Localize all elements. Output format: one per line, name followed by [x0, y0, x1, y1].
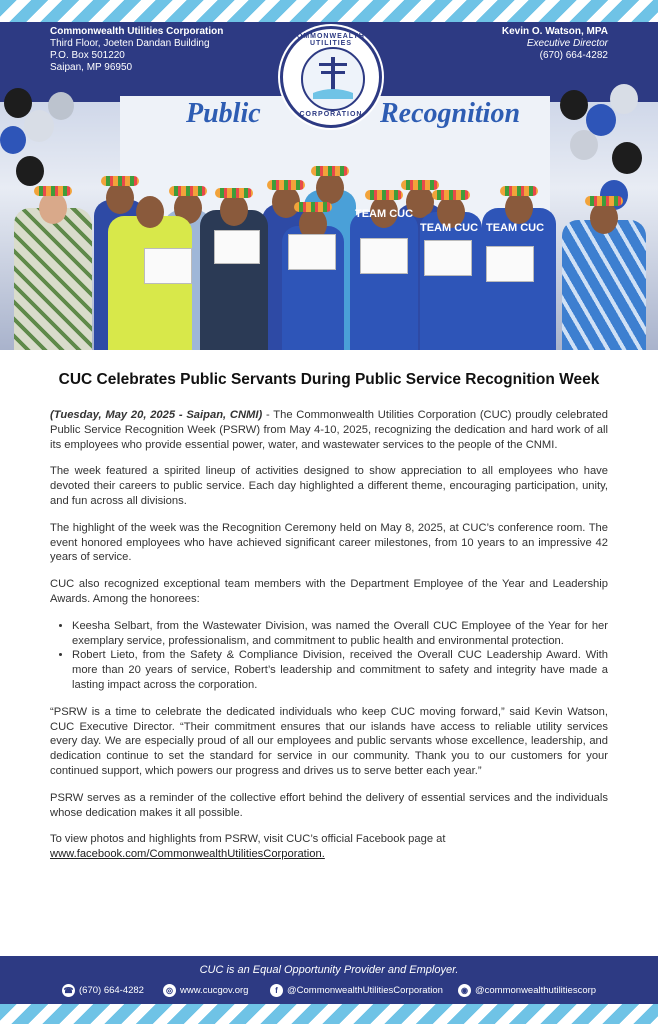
certificate	[360, 238, 408, 274]
article-title: CUC Celebrates Public Servants During Public Service Recognition Week	[58, 371, 600, 388]
address-line-1: Third Floor, Joeten Dandan Building	[50, 38, 210, 49]
logo-emblem	[301, 47, 365, 111]
balloon	[0, 126, 26, 154]
director-title: Executive Director	[526, 38, 608, 49]
top-stripe-border	[0, 0, 658, 22]
footer-instagram[interactable]	[458, 984, 596, 997]
dateline: (Tuesday, May 20, 2025 - Saipan, CNMI)	[50, 409, 263, 421]
director-block	[502, 26, 608, 62]
facebook-invite: To view photos and highlights from PSRW, visit CUC’s official Facebook page at	[50, 833, 446, 846]
certificate	[214, 230, 260, 264]
person	[8, 170, 98, 350]
footer-phone-text: (670) 664-4282	[79, 985, 144, 996]
shirt-text: TEAM CUC	[486, 222, 545, 234]
footer-bar	[0, 956, 658, 1004]
paragraph-facebook	[50, 832, 608, 862]
balloon	[48, 92, 74, 120]
org-name: Commonwealth Utilities Corporation	[50, 26, 224, 37]
utility-pole-icon	[303, 49, 363, 109]
honoree-item: • Robert Lieto, from the Safety & Compliance Division, received the Overall CUC Leadership Award. With more than 20 years of service, Robert’s leadership and commitment to safety and integrity have made a lasting impact across the corporation.	[72, 648, 608, 692]
address-line-2: P.O. Box 501220	[50, 50, 125, 61]
logo-bottom-text: CORPORATION	[299, 111, 363, 118]
balloon	[570, 130, 598, 160]
director-phone: (670) 664-4282	[539, 50, 608, 61]
footer-facebook[interactable]	[270, 984, 443, 997]
certificate	[486, 246, 534, 282]
footer-instagram-text: @commonwealthutilitiescorp	[475, 985, 597, 996]
backdrop-word-public: Public	[186, 98, 261, 129]
article-body	[50, 408, 608, 874]
certificate	[424, 240, 472, 276]
honoree-list	[50, 619, 608, 693]
facebook-icon: f	[270, 984, 283, 997]
footer-facebook-text: @CommonwealthUtilitiesCorporation	[287, 985, 443, 996]
shirt-text: TEAM CUC	[420, 222, 479, 234]
balloon	[560, 90, 588, 120]
footer-website[interactable]	[163, 984, 248, 997]
footer-website-text: www.cucgov.org	[180, 985, 249, 996]
footer-contacts	[0, 984, 658, 1000]
logo-top-text: COMMONWEALTH · UTILITIES	[290, 33, 372, 47]
paragraph-activities: The week featured a spirited lineup of activities designed to show appreciation to all employees who have devoted their careers to public service. Each day highlighted a different theme, encouraging participation, unity, and fun across all divisions.	[50, 465, 608, 507]
equal-opportunity-statement: CUC is an Equal Opportunity Provider and Employer.	[199, 964, 459, 976]
paragraph-quote: “PSRW is a time to celebrate the dedicated individuals who keep CUC moving forward,” said Kevin Watson, CUC Executive Director. “Their commitment ensures that our islands have access to reliable utility services every day. We are especially proud of all our employees and public servants whose excellence, leadership, and dedication continue to set the standard for service in our community. Thank you to our customers for your continued support, which powers our progress and drives us to serve better each year.”	[50, 705, 608, 777]
certificate	[144, 248, 192, 284]
footer-phone[interactable]	[62, 984, 144, 997]
director-name: Kevin O. Watson, MPA	[501, 26, 608, 37]
balloon	[610, 84, 638, 114]
paragraph-reminder: PSRW serves as a reminder of the collective effort behind the delivery of essential services and the individuals whose dedication makes it all possible.	[50, 791, 608, 819]
bottom-stripe-border	[0, 1004, 658, 1024]
shirt-text: TEAM CUC	[355, 208, 414, 220]
cuc-logo	[280, 26, 382, 128]
person	[558, 182, 650, 350]
backdrop-word-recognition: Recognition	[380, 98, 521, 129]
org-address-block	[50, 26, 223, 74]
address-line-3: Saipan, MP 96950	[50, 62, 133, 73]
phone-icon: ☎	[63, 986, 74, 995]
paragraph-intro	[50, 408, 608, 452]
paragraph-awards: CUC also recognized exceptional team members with the Department Employee of the Year and Leadership Awards. Among the honorees:	[50, 578, 608, 605]
honoree-item: • Keesha Selbart, from the Wastewater Division, was named the Overall CUC Employee of the Year for her exemplary service, professionalism, and commitment to public health and environmental protection.	[72, 619, 608, 649]
globe-icon: ◎	[163, 984, 176, 997]
paragraph-ceremony: The highlight of the week was the Recognition Ceremony held on May 8, 2025, at CUC’s conference room. The event honored employees who have achieved significant career milestones, from 10 years to an impressive 42 years of service.	[50, 521, 608, 564]
balloon	[612, 142, 642, 174]
balloon	[24, 110, 54, 142]
certificate	[288, 234, 336, 270]
intro-text: - The Commonwealth Utilities Corporation (CUC) proudly celebrated Public Service Recognition Week (PSRW) from May 4-10, 2025, recognizing the dedication and hard work of all its employees who provide essential power, water, and wastewater services to the people of the CNMI.	[50, 409, 608, 451]
instagram-icon: ◉	[458, 984, 471, 997]
facebook-link[interactable]: www.facebook.com/CommonwealthUtilitiesCorporation.	[50, 848, 325, 861]
